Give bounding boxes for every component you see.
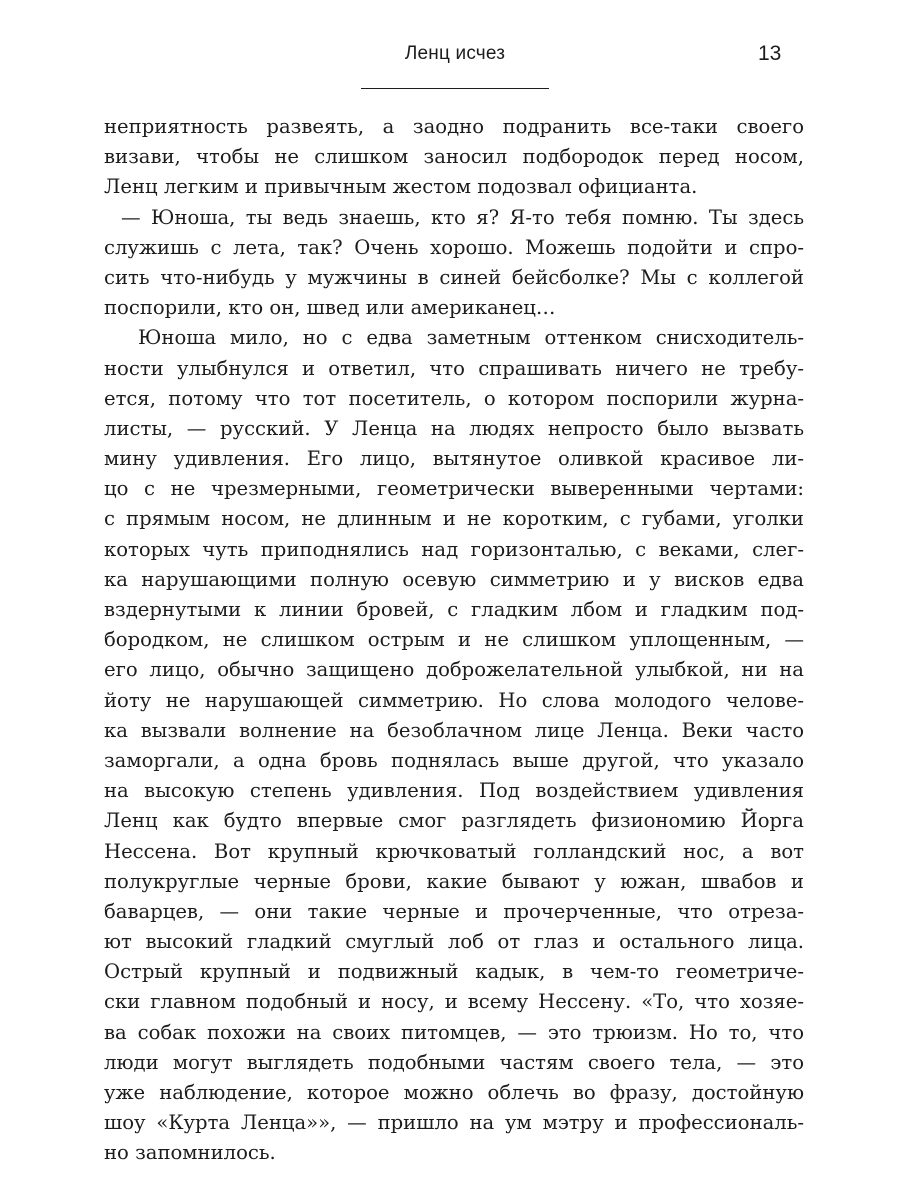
text-line: которых чуть приподнялись над горизонталью, с веками, слег-	[104, 537, 804, 561]
text-line: мину удивления. Его лицо, вытянутое оливкой красивое ли-	[104, 447, 804, 471]
text-line: баварцев, — они такие черные и прочерченные, что отреза-	[104, 899, 804, 923]
text-line: цо с не чрезмерными, геометрически выверенными чертами:	[104, 477, 804, 501]
text-line: ка вызвали волнение на безоблачном лице Ленца. Веки часто	[104, 718, 804, 742]
text-line: листы, — русский. У Ленца на людях непросто было вызвать	[104, 416, 804, 440]
text-line: бородком, не слишком острым и не слишком уплощенным, —	[104, 628, 804, 652]
text-line: люди могут выглядеть подобными частям своего тела, — это	[104, 1050, 804, 1074]
text-line: Нессена. Вот крупный крючковатый голландский нос, а вот	[104, 839, 804, 863]
text-line: йоту не нарушающей симметрию. Но слова молодого челове-	[104, 688, 804, 712]
running-title: Ленц исчез	[404, 43, 506, 64]
text-line: Ленц легким и привычным жестом подозвал официанта.	[104, 175, 698, 199]
text-line: ски главном подобный и носу, и всему Нессену. «То, что хозяе-	[104, 990, 804, 1014]
text-line: ют высокий гладкий смуглый лоб от глаз и остального лица.	[104, 930, 804, 954]
text-line: ва собак похожи на своих питомцев, — это трюизм. Но то, что	[104, 1020, 804, 1044]
text-line: ка нарушающими полную осевую симметрию и у висков едва	[104, 567, 804, 591]
text-line: служишь с лета, так? Очень хорошо. Можешь подойти и спро-	[104, 235, 804, 259]
text-line: ется, потому что тот посетитель, о котором поспорили журна-	[104, 386, 804, 410]
text-line: Ленц как будто впервые смог разглядеть физиономию Йорга	[104, 809, 804, 833]
body-text	[104, 112, 804, 1169]
page-number: 13	[758, 42, 782, 65]
text-line: сить что-нибудь у мужчины в синей бейсболке? Мы с коллегой	[104, 265, 804, 289]
text-line: с прямым носом, не длинным и не коротким, с губами, уголки	[104, 507, 804, 531]
text-line: полукруглые черные брови, какие бывают у южан, швабов и	[104, 869, 804, 893]
text-line: но запомнилось.	[104, 1141, 276, 1165]
text-line: неприятность развеять, а заодно подранить все-таки своего	[104, 115, 804, 138]
text-line: на высокую степень удивления. Под воздействием удивления	[104, 779, 804, 803]
text-line: уже наблюдение, которое можно облечь во фразу, достойную	[104, 1081, 804, 1104]
text-line: визави, чтобы не слишком заносил подбородок перед носом,	[104, 145, 804, 169]
text-line: ности улыбнулся и ответил, что спрашивать ничего не требу-	[104, 356, 804, 380]
text-line: Юноша мило, но с едва заметным оттенком снисходитель-	[138, 326, 804, 350]
text-line: вздернутыми к линии бровей, с гладким лбом и гладким под-	[104, 598, 804, 621]
text-line: поспорили, кто он, швед или американец…	[104, 296, 556, 320]
page-header	[0, 38, 900, 98]
text-line: Острый крупный и подвижный кадык, в чем-то геометриче-	[104, 960, 804, 984]
text-line: шоу «Курта Ленца»», — пришло на ум мэтру и профессиональ-	[104, 1111, 804, 1135]
header-rule	[361, 88, 549, 89]
text-line: заморгали, а одна бровь поднялась выше другой, что указало	[104, 748, 804, 772]
text-line: — Юноша, ты ведь знаешь, кто я? Я-то тебя помню. Ты здесь	[121, 205, 804, 229]
text-line: его лицо, обычно защищено доброжелательной улыбкой, ни на	[104, 658, 804, 682]
